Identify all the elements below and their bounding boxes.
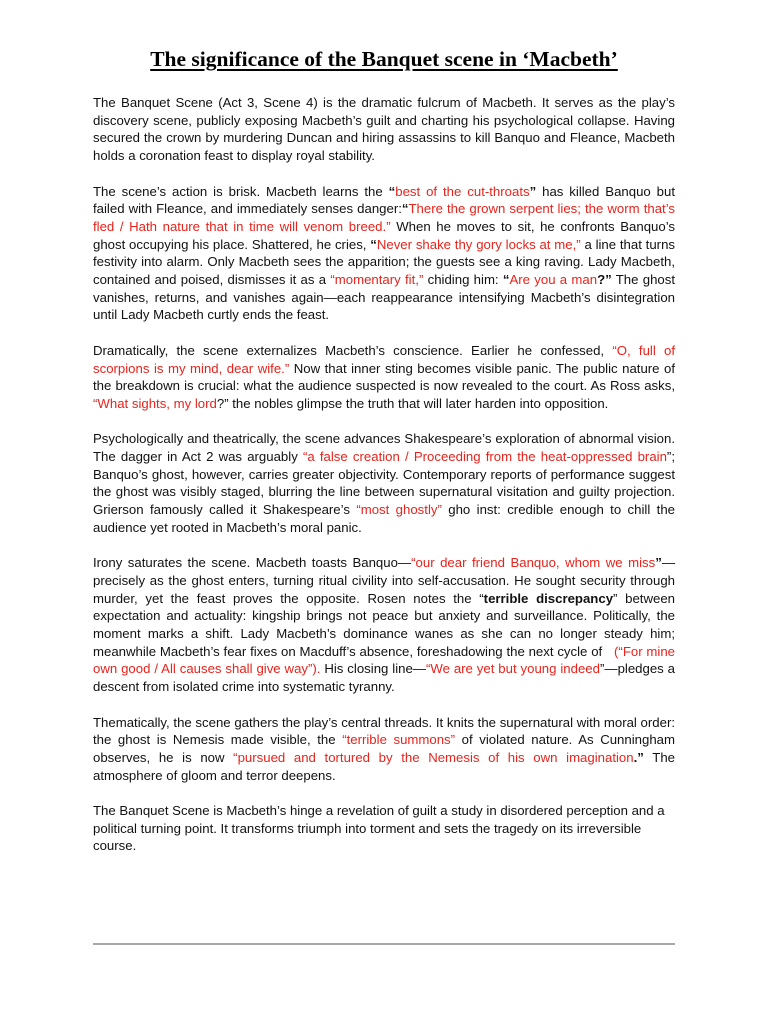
quote-mark: ” xyxy=(613,590,618,606)
quote-mark: ” xyxy=(576,236,581,252)
quote-mark: .” xyxy=(633,749,644,765)
quote-mark: ?” xyxy=(216,395,229,411)
quote-mark: “ xyxy=(425,661,431,677)
quote-mark: “ xyxy=(479,590,484,606)
text-run: Irony saturates the scene. Macbeth toasts Banquo— xyxy=(93,555,412,571)
text-run-bold: —precisely as the ghost enters, turning ritual civility into self-accusation. He sought security through murder, yet the feast proves the opposite. Rosen notes the xyxy=(93,555,675,606)
text-run: When he moves to sit, he confronts Banquo’s ghost occupying his place. Shattered, he cries, xyxy=(93,218,675,252)
quote-mark: “ xyxy=(356,502,361,518)
quote-mark: ” xyxy=(386,218,391,234)
quote-for-mine-own-good: (“For mine own good / All causes shall give way”). xyxy=(93,643,675,677)
text-run: Now that inner sting becomes visible panic. The public nature of the breakdown is crucial: what the audience suspected is now revealed to the court. As Ross asks, xyxy=(93,360,676,394)
quote-false-creation: a false creation / Proceeding from the heat-oppressed brain xyxy=(307,449,667,465)
quote-mark: “ xyxy=(411,555,416,571)
text-run: His closing line— xyxy=(320,661,426,677)
document-title: The significance of the Banquet scene in ‘Macbeth’ xyxy=(150,47,618,71)
quote-mark: ” xyxy=(418,272,424,288)
text-run: Dramatically, the scene externalizes Macbeth’s conscience. Earlier he confessed, xyxy=(93,342,613,358)
quote-mark: “ xyxy=(370,236,377,252)
paragraph-action xyxy=(93,183,675,325)
text-run: between expectation and actuality: kingship brings not peace but anxiety and surveillance. Politically, the moment marks a shift. Lady Macbeth’s dominance wanes as she can no longer steady him; meanwhile Macbeth’s fear fixes on Macduff’s absence, foreshadowing the next cycle of xyxy=(93,590,676,659)
quote-best-of-cut-throats: best of the cut-throats xyxy=(395,183,530,199)
quote-mark: “ xyxy=(388,183,396,199)
quote-mark: “ xyxy=(502,272,510,288)
quote-mark: ” xyxy=(529,183,537,199)
quote-mark: “ xyxy=(401,201,409,217)
quote-what-sights: What sights, my lord xyxy=(97,395,217,411)
text-run: gho inst: credible enough to chill the audience yet rooted in Macbeth’s moral panic. xyxy=(93,502,675,535)
quote-terrible-summons: terrible summons xyxy=(346,732,451,748)
paragraph-thematic xyxy=(93,714,675,785)
quote-mark: ” xyxy=(284,360,290,376)
quote-mark: “ xyxy=(342,732,347,748)
quote-mark: ” xyxy=(599,661,605,677)
quote-yet-but-young: We are yet but young indeed xyxy=(430,661,600,677)
text-run: has killed Banquo but failed with Fleance, and immediately senses danger: xyxy=(93,183,675,217)
quote-mark: “ xyxy=(612,342,617,358)
paragraph-intro: The Banquet Scene (Act 3, Scene 4) is the dramatic fulcrum of Macbeth. It serves as the play’s discovery scene, publicly exposing Macbeth’s guilt and charting his psychological collapse. Having secured the crown by murdering Duncan and hiring assassins to kill Banquo and Fleance, Macbeth holds a coronation feast to display royal stability. xyxy=(93,95,675,164)
quote-mark: “ xyxy=(233,749,238,765)
quote-grown-serpent: There the grown serpent lies; the worm that’s fled / Hath nature that in time will venom breed. xyxy=(93,201,675,234)
text-run: the nobles glimpse the truth that will later harden into opposition. xyxy=(228,395,609,411)
quote-most-ghostly: most ghostly xyxy=(360,502,438,518)
quote-pursued-and-tortured: pursued and tortured by the Nemesis of his own imagination xyxy=(237,749,634,765)
paragraph-conclusion: The Banquet Scene is Macbeth’s hinge a revelation of guilt a study in disordered perception and a political turning point. It transforms triumph into torment and sets the tragedy on its irreversible course. xyxy=(93,803,665,854)
quote-mark: “ xyxy=(330,272,335,288)
quote-mark: ” xyxy=(655,555,662,571)
paragraph-irony xyxy=(93,554,675,696)
quote-mark: “ xyxy=(93,395,98,411)
text-run: ; Banquo’s ghost, however, carries greater objectivity. Contemporary reports of performance suggest the ghost was visibly staged, blurring the line between supernatural visitation and guilty projection. Grierson famously called it Shakespeare’s xyxy=(93,449,675,518)
text-run: of violated nature. As Cunningham observes, he is now xyxy=(93,732,675,765)
bold-terrible-discrepancy: terrible discrepancy xyxy=(483,590,614,606)
text-run: The scene’s action is brisk. Macbeth learns the xyxy=(93,183,389,199)
quote-dear-friend-banquo: our dear friend Banquo, whom we miss xyxy=(415,555,656,571)
quote-mark: “ xyxy=(302,449,308,465)
text-run: chiding him: xyxy=(423,272,503,288)
text-run: a line that turns festivity into alarm. Only Macbeth sees the apparition; the guests see a king raving. Lady Macbeth, contained and poised, dismisses it as a xyxy=(93,236,675,288)
text-run: Psychologically and theatrically, the scene advances Shakespeare’s exploration of abnormal vision. The dagger in Act 2 was arguably xyxy=(93,431,675,465)
quote-mark: ?” xyxy=(597,272,612,288)
text-run: The ghost vanishes, returns, and vanishes again—each reappearance intensifying Macbeth’s disintegration until Lady Macbeth curtly ends the feast. xyxy=(93,272,676,323)
quote-scorpions: O, full of scorpions is my mind, dear wife. xyxy=(93,342,676,376)
text-run: Thematically, the scene gathers the play’s central threads. It knits the supernatural with moral order: the ghost is Nemesis made visible, the xyxy=(93,714,675,748)
quote-are-you-a-man: Are you a man xyxy=(509,272,598,288)
text-run: —pledges a descent from isolated crime into systematic tyranny. xyxy=(93,661,675,695)
text-run: The atmosphere of gloom and terror deepens. xyxy=(93,749,675,783)
quote-mark: ” xyxy=(437,502,442,518)
footer-divider xyxy=(93,943,675,945)
document-page xyxy=(93,44,675,873)
quote-mark: ” xyxy=(450,732,456,748)
paragraph-vision xyxy=(93,430,675,536)
quote-mark: ” xyxy=(666,449,672,465)
quote-gory-locks: Never shake thy gory locks at me, xyxy=(376,236,577,252)
quote-momentary-fit: momentary fit, xyxy=(334,272,419,288)
paragraph-conscience xyxy=(93,342,675,413)
